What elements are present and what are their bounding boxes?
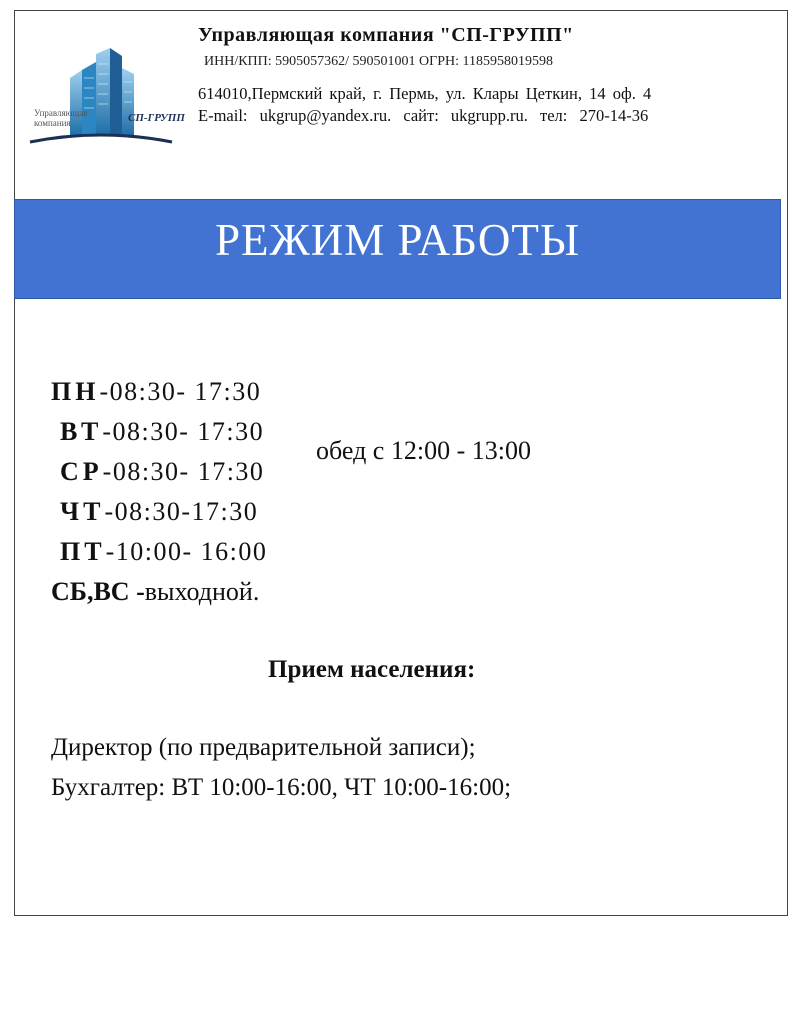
schedule-hours: -08:30- 17:30	[99, 377, 262, 406]
schedule-day: ВТ	[60, 417, 103, 446]
logo-brand: СП-ГРУПП	[128, 112, 185, 124]
building-4	[110, 48, 122, 136]
schedule-hours: -10:00- 16:00	[105, 537, 268, 566]
banner-title: РЕЖИМ РАБОТЫ	[214, 215, 581, 265]
title-banner	[14, 199, 781, 299]
schedule-hours: выходной.	[144, 577, 260, 606]
schedule-day: ПТ	[60, 537, 106, 566]
company-logo	[26, 44, 176, 152]
schedule-row-mon	[51, 376, 261, 408]
schedule-hours: -08:30- 17:30	[102, 457, 265, 486]
lunch-break: обед с 12:00 - 13:00	[316, 436, 531, 465]
schedule-day: ЧТ	[60, 497, 105, 526]
reception-director: Директор (по предварительной записи);	[51, 734, 476, 761]
schedule-row-thu	[60, 496, 258, 528]
logo-caption: Управляющая компания	[34, 108, 88, 128]
schedule-row-wed	[60, 456, 264, 488]
company-address: 614010,Пермский край, г. Пермь, ул. Клары Цеткин, 14 оф. 4	[198, 84, 652, 103]
reception-title: Прием населения:	[268, 656, 476, 683]
company-contacts: E-mail: ukgrup@yandex.ru. сайт: ukgrupp.ru. тел: 270-14-36	[198, 106, 649, 125]
company-ids: ИНН/КПП: 5905057362/ 590501001 ОГРН: 1185958019598	[204, 54, 554, 69]
schedule-day: СР	[60, 457, 103, 486]
schedule-hours: -08:30-17:30	[104, 497, 259, 526]
company-name: Управляющая компания "СП-ГРУПП"	[198, 24, 574, 46]
schedule-row-fri	[60, 536, 267, 568]
schedule-day: ПН	[51, 377, 100, 406]
schedule-row-tue	[60, 416, 264, 448]
schedule-row-weekend	[51, 576, 259, 608]
building-3	[96, 48, 110, 136]
schedule-hours: -08:30- 17:30	[102, 417, 265, 446]
schedule-day: СБ,ВС -	[51, 577, 145, 606]
reception-accountant: Бухгалтер: ВТ 10:00-16:00, ЧТ 10:00-16:00;	[51, 774, 512, 801]
logo-swoosh	[30, 135, 172, 142]
